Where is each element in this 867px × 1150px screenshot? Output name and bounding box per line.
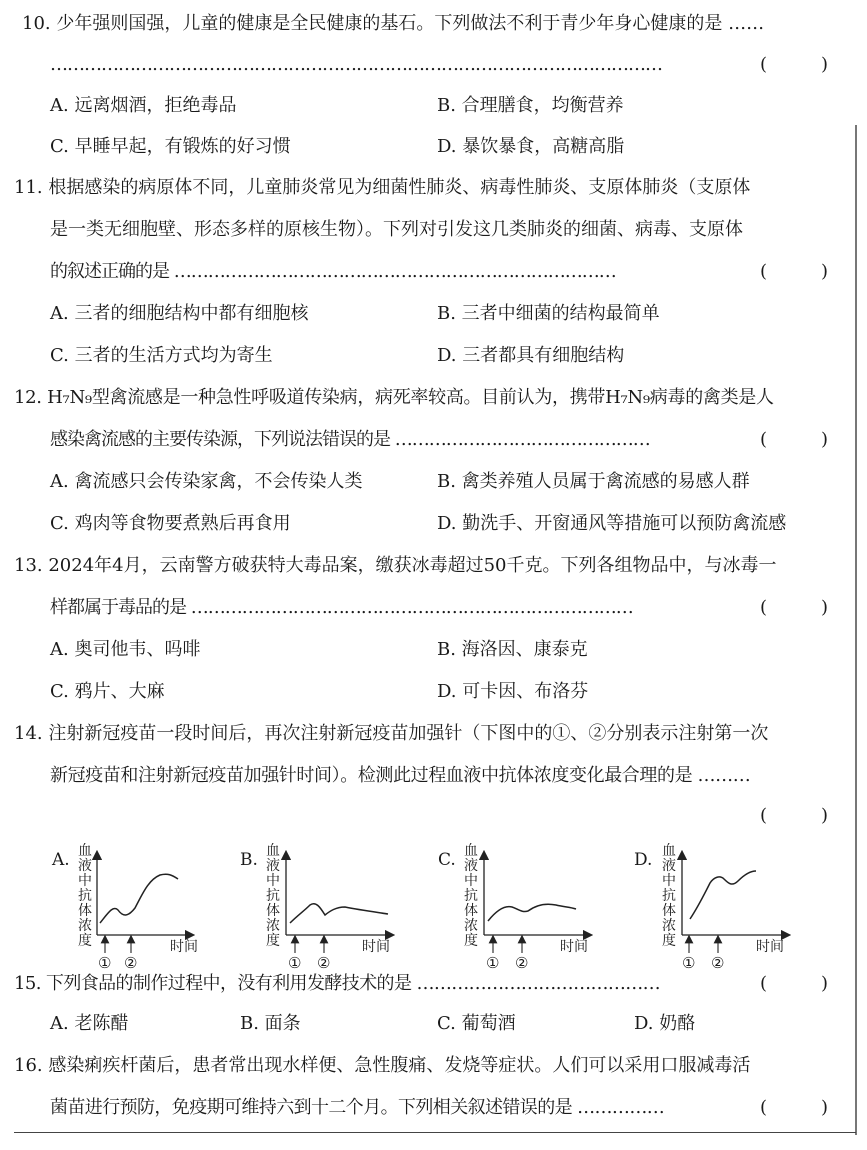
option-d[interactable]: D. 勤洗手、开窗通风等措施可以预防禽流感 [437, 513, 787, 534]
svg-text:体: 体 [266, 903, 280, 919]
marker-2: ② [317, 954, 331, 972]
option-d[interactable]: D. 奶酪 [634, 1013, 696, 1034]
question-text-line: 感染禽流感的主要传染源，下列说法错误的是 ……………………………………… [50, 429, 650, 450]
svg-text:浓: 浓 [662, 918, 676, 934]
svg-text:度: 度 [266, 933, 280, 949]
svg-text:体: 体 [464, 903, 478, 919]
marker-1: ① [682, 954, 696, 972]
marker-2: ② [711, 954, 725, 972]
option-a[interactable]: A. 三者的细胞结构中都有细胞核 [50, 303, 309, 324]
marker-1: ① [288, 954, 302, 972]
question-text-line: 10. 少年强则国强，儿童的健康是全民健康的基石。下列做法不利于青少年身心健康的是 …… [22, 13, 765, 34]
question-text-line: 13. 2024年4月，云南警方破获特大毒品案，缴获冰毒超过50千克。下列各组物品中，与冰毒一 [14, 555, 777, 576]
question-text-line: 是一类无细胞壁、形态多样的原核生物）。下列对引发这几类肺炎的细菌、病毒、支原体 [50, 219, 743, 240]
option-b[interactable]: B. 合理膳食，均衡营养 [437, 95, 624, 116]
answer-paren[interactable]: ( ) [760, 597, 829, 618]
svg-text:度: 度 [464, 933, 478, 949]
marker-2: ② [124, 954, 138, 972]
svg-text:抗: 抗 [78, 888, 92, 904]
option-c[interactable]: C. 鸦片、大麻 [50, 681, 165, 702]
question-text-line: 12. H₇N₉型禽流感是一种急性呼吸道传染病，病死率较高。目前认为，携带H₇N₉病毒的禽类是人 [14, 387, 774, 408]
option-a[interactable]: A. 禽流感只会传染家禽，不会传染人类 [50, 471, 363, 492]
answer-paren[interactable]: ( ) [760, 805, 829, 826]
x-label: 时间 [560, 939, 588, 955]
svg-text:浓: 浓 [78, 918, 92, 934]
graph-ylabel [266, 843, 280, 949]
antibody-curve [690, 871, 756, 919]
x-label: 时间 [362, 939, 390, 955]
svg-text:度: 度 [662, 933, 676, 949]
option-c[interactable]: C. 三者的生活方式均为寄生 [50, 345, 273, 366]
question-text-line: ……………………………………………………………………………………………… [50, 54, 662, 75]
answer-paren[interactable]: ( ) [760, 973, 829, 994]
svg-text:血: 血 [662, 843, 676, 859]
svg-text:中: 中 [464, 873, 478, 889]
marker-2: ② [515, 954, 529, 972]
marker-1: ① [98, 954, 112, 972]
svg-text:液: 液 [662, 858, 676, 874]
option-a[interactable]: A. 远离烟酒，拒绝毒品 [50, 95, 237, 116]
graph-option-label: B. [240, 850, 258, 870]
graph-c[interactable] [438, 843, 588, 972]
x-label: 时间 [170, 939, 198, 955]
option-b[interactable]: B. 海洛因、康泰克 [437, 639, 588, 660]
svg-text:中: 中 [266, 873, 280, 889]
graph-a[interactable] [51, 843, 198, 972]
svg-text:液: 液 [266, 858, 280, 874]
svg-text:血: 血 [78, 843, 92, 859]
page-right-border [855, 125, 857, 1135]
answer-paren[interactable]: ( ) [760, 54, 829, 75]
svg-text:抗: 抗 [266, 888, 280, 904]
question-text-line: 菌苗进行预防，免疫期可维持六到十二个月。下列相关叙述错误的是 …………… [50, 1097, 665, 1118]
option-b[interactable]: B. 面条 [240, 1013, 301, 1034]
question-text-line: 新冠疫苗和注射新冠疫苗加强针时间）。检测此过程血液中抗体浓度变化最合理的是 ……… [50, 765, 751, 786]
graph-ylabel [464, 843, 478, 949]
option-c[interactable]: C. 葡萄酒 [437, 1013, 516, 1034]
svg-text:液: 液 [78, 858, 92, 874]
option-d[interactable]: D. 暴饮暴食，高糖高脂 [437, 136, 625, 157]
x-label: 时间 [756, 939, 784, 955]
graph-ylabel [78, 843, 92, 949]
option-d[interactable]: D. 可卡因、布洛芬 [437, 681, 589, 702]
marker-1: ① [486, 954, 500, 972]
svg-text:中: 中 [662, 873, 676, 889]
svg-text:液: 液 [464, 858, 478, 874]
svg-text:血: 血 [266, 843, 280, 859]
option-c[interactable]: C. 早睡早起，有锻炼的好习惯 [50, 136, 291, 157]
svg-text:浓: 浓 [266, 918, 280, 934]
graph-option-label: C. [438, 850, 456, 870]
question-text-line: 15. 下列食品的制作过程中，没有利用发酵技术的是 …………………………………… [14, 973, 661, 994]
antibody-curve [488, 904, 576, 921]
question-text-line: 11. 根据感染的病原体不同，儿童肺炎常见为细菌性肺炎、病毒性肺炎、支原体肺炎（支原体 [14, 177, 751, 198]
svg-text:抗: 抗 [464, 888, 478, 904]
option-a[interactable]: A. 奥司他韦、吗啡 [50, 639, 201, 660]
antibody-curve [290, 904, 388, 923]
option-b[interactable]: B. 三者中细菌的结构最简单 [437, 303, 660, 324]
option-c[interactable]: C. 鸡肉等食物要煮熟后再食用 [50, 513, 291, 534]
graph-option-label: D. [634, 850, 653, 870]
bottom-rule [14, 1132, 856, 1133]
option-a[interactable]: A. 老陈醋 [50, 1013, 129, 1034]
svg-text:体: 体 [662, 903, 676, 919]
svg-text:度: 度 [78, 933, 92, 949]
antibody-graphs [0, 835, 867, 975]
graph-d[interactable] [634, 843, 786, 972]
graph-ylabel [662, 843, 676, 949]
svg-text:血: 血 [464, 843, 478, 859]
svg-text:浓: 浓 [464, 918, 478, 934]
question-text-line: 16. 感染痢疾杆菌后，患者常出现水样便、急性腹痛、发烧等症状。人们可以采用口服减毒活 [14, 1055, 751, 1076]
question-text-line: 14. 注射新冠疫苗一段时间后，再次注射新冠疫苗加强针（下图中的①、②分别表示注射第一次 [14, 723, 769, 744]
question-text-line: 样都属于毒品的是 …………………………………………………………………… [50, 597, 633, 618]
graph-option-label: A. [52, 850, 70, 870]
answer-paren[interactable]: ( ) [760, 1097, 829, 1118]
svg-text:中: 中 [78, 873, 92, 889]
question-text-line: 的叙述正确的是 …………………………………………………………………… [50, 261, 616, 282]
graph-b[interactable] [240, 843, 390, 972]
antibody-curve [100, 874, 178, 923]
option-b[interactable]: B. 禽类养殖人员属于禽流感的易感人群 [437, 471, 750, 492]
answer-paren[interactable]: ( ) [760, 429, 829, 450]
answer-paren[interactable]: ( ) [760, 261, 829, 282]
svg-text:体: 体 [78, 903, 92, 919]
option-d[interactable]: D. 三者都具有细胞结构 [437, 345, 625, 366]
svg-text:抗: 抗 [662, 888, 676, 904]
